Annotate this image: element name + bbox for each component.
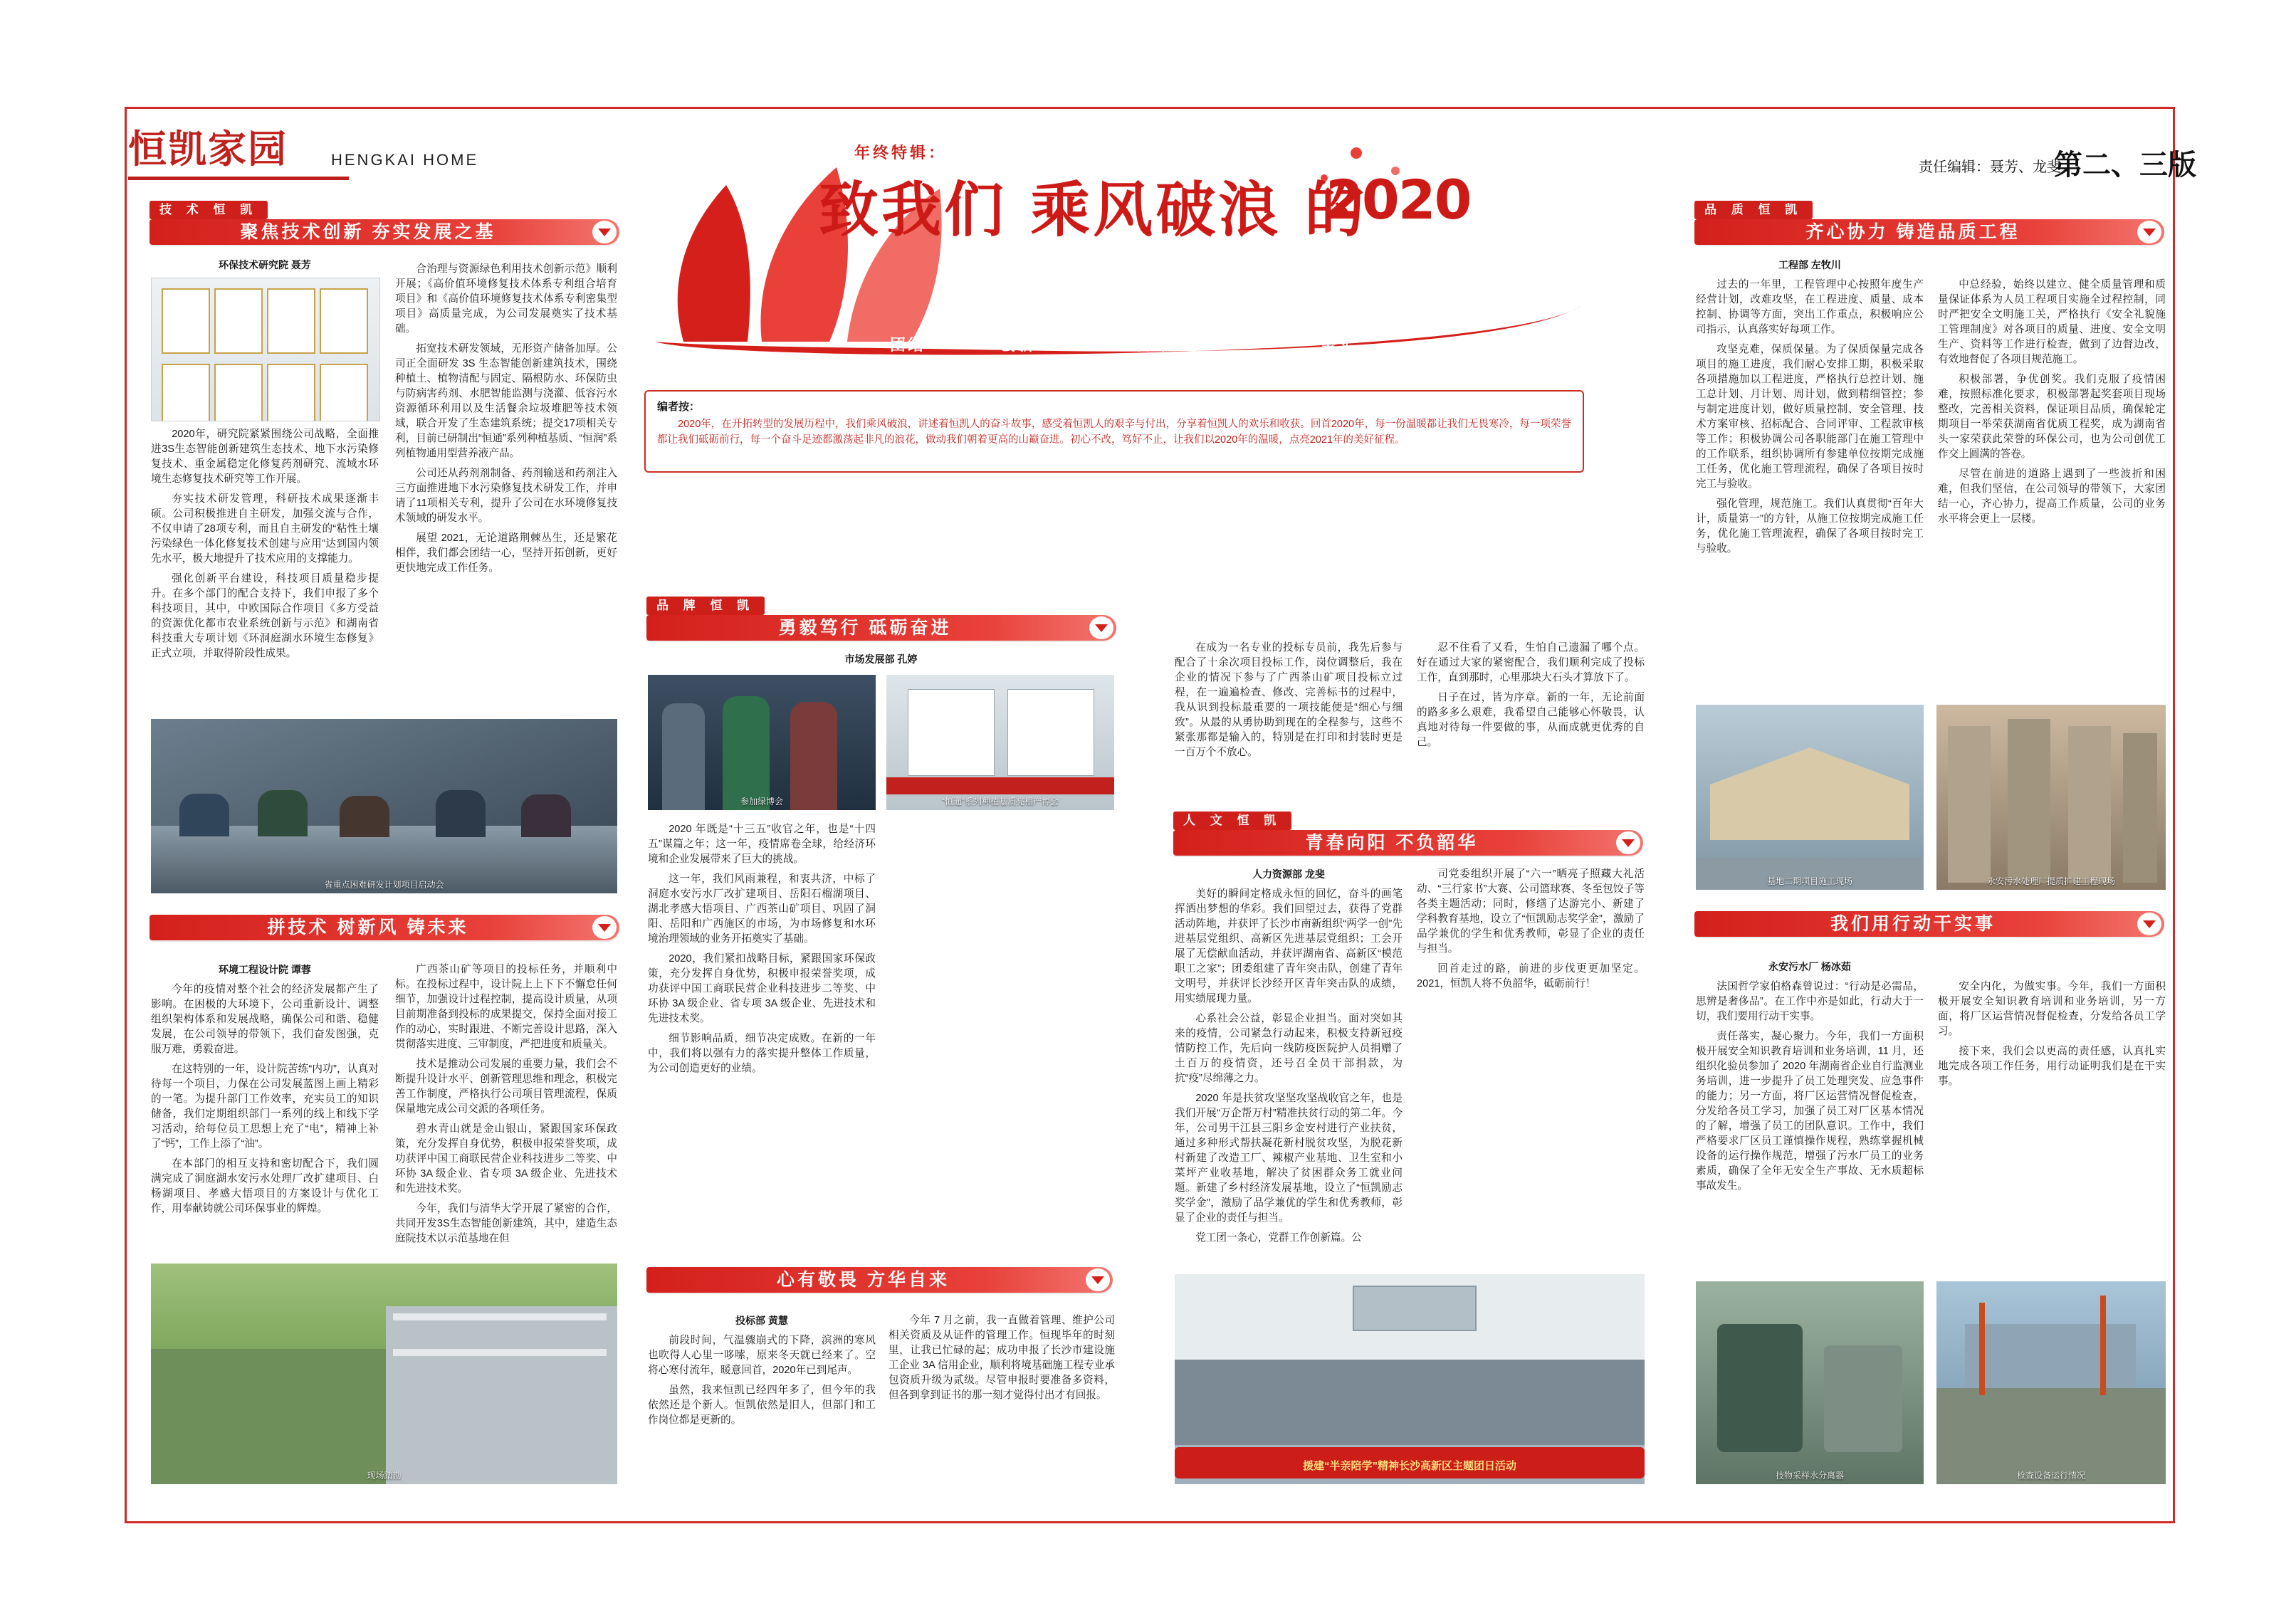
paragraph: 强化管理，规范施工。我们认真贯彻“百年大计，质量第一”的方针，从施工位按期完成施工任务，优化施工管理流程，确保了各项目按时完工与验收。 (1696, 498, 1924, 555)
section-title: 聚焦技术创新 夯实发展之基 (240, 222, 496, 242)
paragraph: 在这特别的一年，设计院苦练“内功”，认真对待每一个项目，力保在公司发展蓝图上画上精彩的一笔。为提升部门工作效率，充实员工的知识储备，我们定期组织部门一系列的线上和线下学习活动，给每位员工思想上充了“电”，精神上补了“钙”，工作上添了“油”。 (151, 1063, 379, 1150)
banner-title: 致我们 乘风破浪 的 (819, 174, 1368, 245)
chevron-down-icon[interactable] (1089, 616, 1113, 639)
paragraph: 2020 年既是“十三五”收官之年，也是“十四五”谋篇之年；这一年，疫情席卷全球，给经济环境和企业发展带来了巨大的挑战。 (648, 824, 876, 865)
tech-byline: 环保技术研究院 聂芳 (219, 259, 311, 270)
section-bar (150, 219, 619, 245)
photo-caption: 技物采样水分离器 (1775, 1471, 1844, 1481)
paragraph: 法国哲学家伯格森曾说过：“行动是必需品，思辨是奢侈品”。在工作中亦是如此，行动大于一切，我们要用行动干实事。 (1696, 981, 1924, 1022)
section-header-brand2 (646, 1267, 1113, 1311)
section-header-quality (1694, 201, 2164, 245)
section-tag: 技 术 恒 凯 (150, 201, 268, 219)
exhibition-photo1 (648, 675, 876, 810)
tech-paras-right (395, 262, 617, 581)
paragraph: 广西茶山矿等项目的投标任务，并顺利中标。在投标过程中，设计院上上下下不懈怠任何细节，加强设计过程控制，提高设计质量，从项目前期准备到投标的成果提交，保持全面对接工作的动心，实时跟进、不断完善设计思路，深入贯彻落实进度、三审制度，严把进度和质量关。 (395, 964, 617, 1050)
chevron-down-icon[interactable] (2137, 221, 2161, 243)
masthead-logo-en: HENGKAI HOME (331, 151, 479, 169)
masthead-logo: 恒凯家园 (128, 125, 349, 180)
paragraph: 细节影响品质，细节决定成败。在新的一年中，我们将以强有力的落实提升整体工作质量，为公司创造更好的业绩。 (648, 1033, 876, 1074)
paragraph: 展望 2021，无论道路荆棘丛生，还是繁花相伴，我们都会团结一心，坚持开拓创新，更好更快地完成工作任务。 (395, 532, 617, 574)
photo-caption: 基地二期项目施工现场 (1766, 876, 1852, 886)
editor-line: 责任编辑：聂芳、龙斐 (1919, 159, 2061, 175)
photo-caption: 检查设备运行情况 (2016, 1471, 2085, 1481)
humanity-right (1417, 867, 1645, 997)
section-title: 拼技术 树新风 铸未来 (267, 918, 469, 937)
brand-byline: 市场发展部 孔婷 (844, 653, 918, 665)
chevron-down-icon[interactable] (592, 916, 617, 939)
section-title: 齐心协力 铸造品质工程 (1805, 222, 2020, 242)
brand2-right (888, 1313, 1115, 1408)
photo-banner-text: 援建“半亲陪学”精神长沙高新区主题团日活动 (1302, 1460, 1516, 1472)
tech2-left (151, 962, 379, 1222)
editor-note-title: 编者按： (657, 401, 701, 413)
paragraph: 夯实技术研发管理，科研技术成果逐渐丰硕。公司积极推进自主研发，加强交流与合作，不仅申请了28项专利，而且自主研发的“粘性土壤污染绿色一体化修复技术创建与应用”达到国内领先水平，极大地提升了技术应用的支撑能力。 (151, 493, 379, 564)
photo-caption: 永安污水处理厂提质扩建工程现场 (1986, 876, 2115, 886)
keyword-chuangxin: 创新 (1000, 336, 1037, 354)
paragraph: 公司还从药剂剂制备、药剂输送和药剂注入三方面推进地下水污染修复技术研发工作，并申请了11项相关专利，提升了公司在水环境修复技术领域的研发水平。 (395, 468, 617, 524)
section-title: 勇毅笃行 砥砺奋进 (778, 618, 952, 638)
brand-left (648, 822, 876, 1081)
paragraph: 今年 7 月之前，我一直做着管理、维护公司相关资质及从证件的管理工作。恒现毕年的时刻里，让我已忙碌的起；成功申报了长沙市建设施工企业 3A 信用企业，顺利将境基础施工程专业承包资质升级为贰级。尽管申报时要准备多资料，但各到拿到证书的那一刻才觉得付出才有回报。 (888, 1315, 1115, 1401)
paragraph: 积极部署，争优创奖。我们克服了疫情困难，按照标准化要求，积极部署起奖套项目现场整改，完善相关资料，保证项目品质，确保轮定期项目一举荣获湖南省优质工程奖，成为湖南省头一家荣获此荣誉的环保公司，也为公司创优工作交上圆满的答卷。 (1938, 374, 2166, 460)
meeting-photo (151, 719, 617, 893)
paragraph: 安全内化，为做实事。今年，我们一方面积极开展安全知识教育培训和业务培训，另一方面，将厂区运营情况督促检查，分发给各员工学习。 (1938, 981, 2166, 1037)
brand3-col (1175, 641, 1403, 765)
paragraph: 拓宽技术研发领域，无形资产储备加厚。公司正全面研发 3S 生态智能创新建筑技术，围绕种植土、植物清配与固定、隔根防水、环保防虫与防病害药剂、水肥智能监测与浇灌、低容污水资源循环利用以及生活餐余垃圾堆肥等技术领域，联合开发了生态建筑系统；提交17项相关专利，目前已研制出“恒通”系列种植基质、“恒润”系列植物通用型营养液产品。 (395, 343, 617, 459)
paragraph: 忍不住看了又看，生怕自己遗漏了哪个点。好在通过大家的紧密配合，我们顺利完成了投标工作，直到那时，心里那块大石头才算放下了。 (1417, 642, 1645, 683)
humanity-byline: 人力资源部 龙斐 (1252, 868, 1325, 880)
brand3-col2 (1417, 641, 1645, 755)
section-bar (1694, 219, 2164, 245)
paragraph: 党工团一条心，党群工作创新篇。公 (1195, 1232, 1362, 1244)
paragraph: 这一年，我们风雨兼程，和衷共济，中标了洞庭水安污水厂改扩建项目、岳阳石榴湖项目、湖北孝感大悟项目、广西茶山矿项目、巩固了洞阳、岳阳和广西施区的市场，为市场修复和水环境治理领域的业务开拓奠实了基础。 (648, 873, 876, 945)
paragraph: 2020，我们紧扣战略目标，紧跟国家环保政策，充分发挥自身优势，积极申报荣誉奖项，成功获评中国工商联民营企业科技进步二等奖、中环协 3A 级企业、省专项 3A 级企业、先进技术和先进技术奖。 (648, 953, 876, 1024)
section-tag: 人 文 恒 凯 (1173, 812, 1291, 830)
paragraph: 心系社会公益，彰显企业担当。面对突如其来的疫情，公司紧急行动起来，积极支持新冠疫情防控工作，先后向一线防疫医院护人员捐赠了土百万的疫情资，还号召全员干部捐款，为抗“疫”尽绵薄之力。 (1175, 1013, 1403, 1084)
paragraph: 合治理与资源绿色利用技术创新示范》顺利开展；《高价值环境修复技术体系专利组合培育项目》和《高价值环境修复技术体系专利密集型项目》高质量完成，为公司发展奠实了技术基础。 (395, 263, 617, 335)
paragraph: 中总经验，始终以建立、健全质量管理和质量保证体系为人员工程项目实施全过程控制，同时严把安全文明施工关，严格执行《安全礼貌施工管理制度》对各项目的质量、进度、安全文明生产、资料等工作进行检查，做到了边督边改，有效地督促了各项目规范施工。 (1938, 279, 2166, 365)
keyword-gongying: 共赢 (1481, 336, 1517, 354)
keyword-tuanjie: 团结 (890, 336, 926, 354)
section-title: 我们用行动干实事 (1830, 914, 1996, 934)
paragraph: 过去的一年里，工程管理中心按照年度生产经营计划，改难攻坚，在工程进度、质量、成本控制、协调等方面，突出工作重点，积极响应公司指示，认真落实好每项工作。 (1696, 279, 1924, 335)
section-header-action (1694, 911, 2164, 955)
tech2-byline: 环境工程设计院 谭蓉 (219, 964, 311, 975)
paragraph: 美好的瞬间定格成永恒的回忆，奋斗的画笔挥洒出梦想的华彩。我们回望过去，获得了党群活动阵地，并获评了长沙市南新组织“两学一创”先进基层党组织、高新区先进基层党组织；工会开展了无偿献血活动，并获评湖南省、高新区“模范职工之家”；团委组建了青年突击队，创建了青年文明号，并获评长沙经开区青年突击队的成绩，用实绩展现力量。 (1175, 888, 1403, 1004)
paragraph: 在本部门的相互支持和密切配合下，我们圆满完成了洞庭湖水安污水处理厂改扩建项目、白杨湖项目、孝感大悟项目的方案设计与优化工作，用奉献铸就公司环保事业的辉煌。 (151, 1158, 379, 1214)
construction-photo2 (1936, 705, 2166, 890)
action-left (1696, 960, 1924, 1199)
editor-note (644, 390, 1584, 473)
exhibition-photo2 (886, 675, 1114, 810)
water-sampling-photo (1696, 1281, 1924, 1484)
quality-byline: 工程部 左牧川 (1778, 259, 1841, 270)
paragraph: 攻坚克难，保质保量。为了保质保量完成各项目的施工进度，我们耐心安排工期，积极采取各项措施加以工程进度，严格执行总控计划、施工总计划、月计划、周计划，做到精细管控；参与制定进度计划，做好质量控制、安全管理、技术方案审核、招标配合、合同评审、工程款审核等工作；积极协调公司各职能部门在施工管理中的工作联系，组织协调所有参建单位按期完成施工任务，优化施工管理流程，确保了各项目按时完工与验收。 (1696, 344, 1924, 490)
chevron-down-icon[interactable] (1086, 1269, 1110, 1291)
construction-photo1 (1696, 705, 1924, 890)
editor-note-body: 2020年，在开拓转型的发展历程中，我们乘风破浪，讲述着恒凯人的奋斗故事，感受着恒凯人的艰辛与付出，分享着恒凯人的欢乐和收获。回首2020年，每一份温暖都让我们无畏寒冷，每一项荣誉都让我们砥砺前行，每一个奋斗足迹都激荡起非凡的浪花，做动我们朝着更高的山巅奋进。初心不改，笃好不止，让我们以2020年的温暖，点亮2021年的美好征程。 (657, 419, 1571, 446)
keyword-fendou: 奋斗 (1136, 336, 1172, 354)
brand2-byline: 投标部 黄慧 (735, 1315, 788, 1326)
quality-left (1696, 258, 1924, 562)
section-bar (1173, 830, 1643, 856)
quality-right (1938, 258, 2166, 532)
photo-caption: “恒通”系列种植基质亮相产博会 (942, 797, 1059, 807)
banner-year: 2020 (1326, 168, 1471, 231)
photo-caption: 现场踏勘 (367, 1471, 402, 1481)
section-header-tech2 (150, 915, 619, 959)
paragraph: 技术是推动公司发展的重要力量，我们会不断提升设计水平、创新管理思维和理念，积极完善工作制度，严格执行公司项目管理流程，保质保量地完成公司交派的各项任务。 (395, 1059, 617, 1115)
banner-subtitle: 年终特辑： (854, 144, 948, 162)
action-right (1938, 960, 2166, 1094)
tech-paras-left (151, 427, 379, 666)
brand-byline-wrap (648, 652, 1114, 672)
paragraph: 回首走过的路，前进的步伐更更加坚定。2021，恒凯人将不负韶华，砥砺前行！ (1417, 963, 1645, 989)
tech-article-left (151, 258, 379, 278)
paragraph: 碧水青山就是金山银山，紧跟国家环保政策，充分发挥自身优势，积极申报荣誉奖项，成功获评中国工商联民营企业科技进步二等奖、中环协 3A 级企业、省专项 3A 级企业、先进技术和先进技术奖。 (395, 1123, 617, 1194)
party-activity-photo (1175, 1274, 1645, 1484)
section-title: 心有敬畏 方华自来 (777, 1270, 950, 1290)
paragraph: 接下来，我们会以更高的责任感，认真扎实地完成各项工作任务，用行动证明我们是在干实事。 (1938, 1046, 2166, 1087)
paragraph: 2020年，研究院紧紧围绕公司战略，全面推进3S生态智能创新建筑生态技术、地下水污染修复技术、重金属稳定化修复药剂研究、流域水环境生态修复技术研究等工作开展。 (151, 429, 379, 485)
paragraph: 尽管在前进的道路上遇到了一些波折和困难，但我们坚信，在公司领导的带领下，大家团结一心，齐心协力，提高工作质量，公司的业务水平将会更上一层楼。 (1938, 468, 2166, 525)
paragraph: 虽然，我来恒凯已经四年多了，但今年的我依然还是个新人。恒凯依然是旧人，但部门和工作岗位都是更新的。 (648, 1385, 876, 1426)
paragraph: 今年，我们与清华大学开展了紧密的合作，共同开发3S生态智能创新建筑，其中，建造生态庭院技术以示范基地在但 (395, 1203, 617, 1244)
section-header-humanity (1173, 812, 1643, 856)
humanity-left (1175, 867, 1403, 1251)
photo-caption: 参加绿博会 (740, 797, 783, 807)
chevron-down-icon[interactable] (1616, 831, 1640, 854)
paragraph: 前段时间，气温骤崩式的下降，滨洲的寒风也吹得人心里一哆嗦，原来冬天就已经来了。空将心寒付流年，暖意回首，2020年已到尾声。 (648, 1335, 876, 1376)
section-tag: 品 牌 恒 凯 (646, 597, 765, 615)
paragraph: 日子在过，皆为序章。新的一年，无论前面的路多多么艰难，我希望自己能够心怀敬畏，认真地对待每一件要做的事，从而成就更优秀的自己。 (1417, 692, 1645, 748)
equipment-check-photo (1936, 1281, 2166, 1484)
section-bar (646, 1267, 1113, 1293)
paragraph: 司党委组织开展了“六一”晒亮子照藏大礼活动、“三行家书”大赛、公司篮球赛、冬至包饺子等各类主题活动；同时，修缮了达游完小、新建了学科教育基地，设立了“恒凯励志奖学金”，激励了品学兼优的学生和优秀教师，彰显了企业的责任与担当。 (1417, 868, 1645, 955)
paragraph: 在成为一名专业的投标专员前，我先后参与配合了十余次项目投标工作，岗位调整后，我在企业的情况下参与了广西茶山矿项目投标立过程，在一遍遍检查、修改、完善标书的过程中，我从识到投标最重要的一项技能便是“细心与细致”。从最的从勇协助到现在的全程参与，这些不紧张那都是输入的，特别是在打印和封装时更是一百万个不放心。 (1175, 642, 1403, 758)
section-title: 青春向阳 不负韶华 (1305, 833, 1479, 853)
paragraph: 责任落实，凝心聚力。今年，我们一方面积极开展安全知识教育培训和业务培训，11 月，还组织化验员参加了 2020 年湖南省企业自行监测业务培训，进一步提升了员工处理突发、应急事件的能力；另一方面，将厂区运营情况督促检查，分发给各员工学习，加强了员工对厂区基本情况的了解，增强了员工的团队意识。工作中，我们严格要求厂区员工谨慎操作规程，熟练掌握机械设备的运行操作规范，增强了污水厂员工的业务素质，确保了全年无安全生产事故、无水质超标事故发生。 (1696, 1031, 1924, 1192)
chevron-down-icon[interactable] (592, 221, 617, 243)
keyword-wushi: 务实 (1321, 336, 1357, 354)
section-bar (150, 915, 619, 940)
action-byline: 永安污水厂 杨冰茹 (1768, 961, 1851, 972)
section-tag: 品 质 恒 凯 (1694, 201, 1813, 219)
paragraph: 今年的疫情对整个社会的经济发展都产生了影响。在困极的大环境下，公司重新设计、调整组织架构体系和发展战略，确保公司和谐、稳健发展，在公司领导的带领下，我们奋发图强，克服万难，勇毅奋进。 (151, 984, 379, 1055)
section-header-tech (150, 201, 619, 245)
photo-caption: 省重点困难研发计划项目启动会 (324, 880, 444, 890)
section-bar (1694, 911, 2164, 937)
paragraph: 2020 年是扶贫攻坚坚攻坚战收官之年，也是我们开展“万企帮万村”精准扶贫行动的第二年。今年，公司男干江县三阳乡金安村进行产业扶贫，通过多种形式帮扶凝花新村脱贫攻坚，为脱花新村新建了改造工厂、辣椒产业基地、卫生室和小菜坪产业收基地，解决了贫困群众务工就业问题。新建了乡村经济发展基地，设立了“恒凯励志奖学金”，激励了品学兼优的学生和优秀教师，彰显了企业的责任与担当。 (1175, 1093, 1403, 1224)
riverside-photo (151, 1264, 617, 1484)
section-header-brand (646, 597, 1116, 641)
chevron-down-icon[interactable] (2137, 913, 2161, 935)
certificates-photo (151, 278, 380, 421)
page-number: 第二、三版 (2054, 149, 2196, 181)
brand2-left (648, 1313, 876, 1433)
section-bar (646, 615, 1116, 641)
tech2-right (395, 962, 617, 1251)
paragraph: 强化创新平台建设，科技项目质量稳步提升。在多个部门的配合支持下，我们申报了多个科技项目，其中，中欧国际合作项目《多方受益的资源优化都市农业系统创新与示范》和湖南省科技重大专项计划《环洞庭湖水环境生态修复》正式立项，并取得阶段性成果。 (151, 573, 379, 659)
